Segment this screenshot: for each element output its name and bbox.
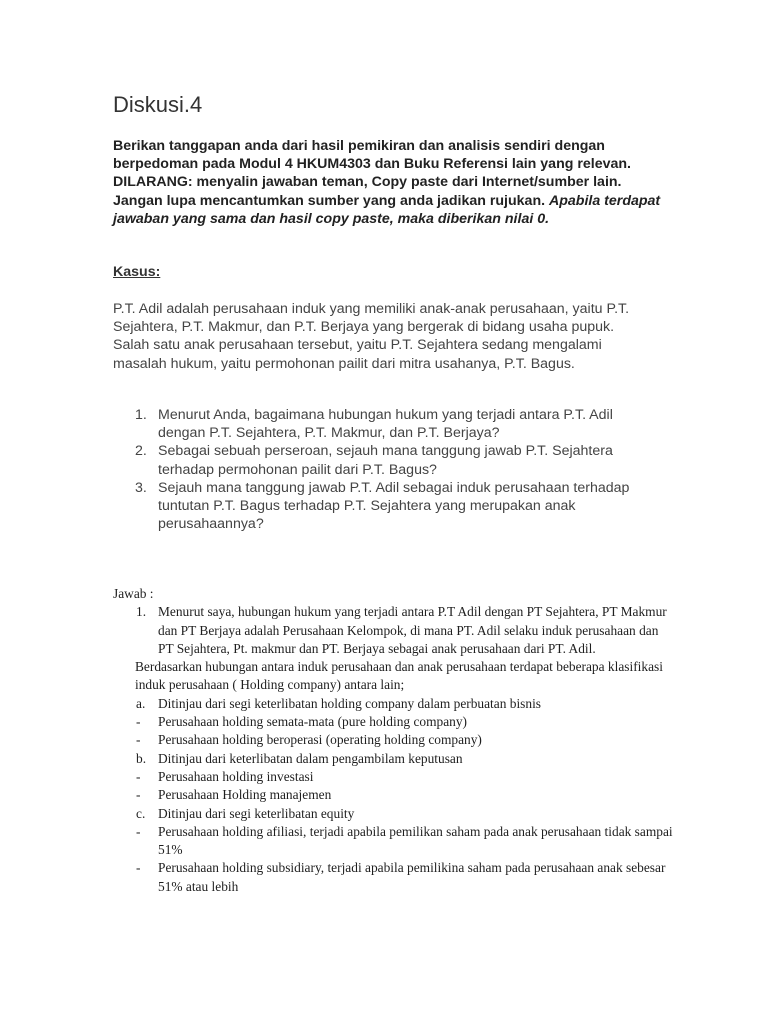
- answer-item-text: Menurut saya, hubungan hukum yang terjadi antara P.T Adil dengan PT Sejahtera, PT Makmur dan PT Berjaya adalah Perusahaan Kelompok, di mana PT. Adil selaku induk perusahaan dan PT Sejahtera, Pt. makmur dan PT. Berjaya sebagai anak perusahaan dari PT. Adil.: [158, 604, 667, 656]
- answer-item: [113, 603, 673, 658]
- classification-row: [113, 713, 673, 731]
- question-item: [113, 442, 653, 478]
- classification-row: [113, 750, 673, 768]
- answer-item-number: 1.: [136, 604, 147, 620]
- question-item: [113, 479, 653, 534]
- case-text: P.T. Adil adalah perusahaan induk yang memiliki anak-anak perusahaan, yaitu P.T. Sejahtera, P.T. Makmur, dan P.T. Berjaya yang bergerak di bidang usaha pupuk. Salah satu anak perusahaan tersebut, yaitu P.T. Sejahtera sedang mengalami masalah hukum, yaitu permohonan pailit dari mitra usahanya, P.T. Bagus.: [113, 301, 630, 372]
- row-text: Perusahaan holding semata-mata (pure holding company): [158, 714, 468, 730]
- row-marker: -: [136, 860, 141, 876]
- row-text: Ditinjau dari segi keterlibatan holding company dalam perbuatan bisnis: [158, 695, 542, 711]
- classification-row: [113, 731, 673, 749]
- row-text: Perusahaan holding investasi: [158, 768, 314, 784]
- row-text: Perusahaan holding subsidiary, terjadi apabila pemilikina saham pada perusahaan anak sebesar 51% atau lebih: [158, 860, 666, 894]
- page-title: Diskusi.4: [113, 92, 203, 117]
- row-text: Perusahaan Holding manajemen: [158, 787, 332, 803]
- instructions-italic-text: Apabila terdapat jawaban yang sama dan hasil copy paste, maka diberikan nilai 0.: [113, 192, 661, 227]
- answer-label: Jawab :: [113, 586, 154, 601]
- row-marker: -: [136, 787, 141, 803]
- question-text: Sebagai sebuah perseroan, sejauh mana tanggung jawab P.T. Sejahtera terhadap permohonan pailit dari P.T. Bagus?: [158, 443, 613, 478]
- row-text: Perusahaan holding beroperasi (operating holding company): [158, 732, 482, 748]
- row-marker: a.: [136, 695, 146, 711]
- row-marker: c.: [136, 805, 146, 821]
- question-text: Sejauh mana tanggung jawab P.T. Adil sebagai induk perusahaan terhadap tuntutan P.T. Bagus terhadap P.T. Sejahtera yang merupakan anak perusahaannya?: [158, 479, 630, 533]
- row-marker: -: [136, 823, 141, 839]
- classification-row: [113, 859, 673, 896]
- classification-row: [113, 786, 673, 804]
- instructions-paragraph: [113, 137, 673, 228]
- row-text: Ditinjau dari keterlibatan dalam pengambilam keputusan: [158, 750, 463, 766]
- question-number: 2.: [135, 443, 147, 460]
- row-marker: -: [136, 714, 141, 730]
- row-text: Ditinjau dari segi keterlibatan equity: [158, 805, 355, 821]
- answer-section: [113, 585, 673, 896]
- classification-row: [113, 823, 673, 860]
- question-number: 3.: [135, 479, 147, 496]
- classification-row: [113, 695, 673, 713]
- answer-intro: Berdasarkan hubungan antara induk perusahaan dan anak perusahaan terdapat beberapa klasifikasi induk perusahaan ( Holding company) antara lain;: [135, 659, 663, 693]
- row-text: Perusahaan holding afiliasi, terjadi apabila pemilikan saham pada anak perusahaan tidak sampai 51%: [158, 823, 673, 858]
- question-list: [113, 406, 653, 533]
- row-marker: -: [136, 768, 141, 784]
- question-item: [113, 406, 653, 442]
- question-number: 1.: [135, 407, 147, 423]
- classification-row: [113, 805, 673, 823]
- row-marker: -: [136, 732, 141, 748]
- instructions-bold-text: Berikan tanggapan anda dari hasil pemikiran dan analisis sendiri dengan berpedoman pada Modul 4 HKUM4303 dan Buku Referensi lain yang relevan. DILARANG: menyalin jawaban teman, Copy paste dari Internet/sumber lain. Jangan lupa mencantumkan sumber yang anda jadikan rujukan.: [113, 138, 631, 209]
- case-heading: Kasus:: [113, 264, 161, 280]
- classification-row: [113, 768, 673, 786]
- row-marker: b.: [136, 750, 147, 766]
- question-text: Menurut Anda, bagaimana hubungan hukum yang terjadi antara P.T. Adil dengan P.T. Sejahtera, P.T. Makmur, dan P.T. Berjaya?: [158, 407, 613, 442]
